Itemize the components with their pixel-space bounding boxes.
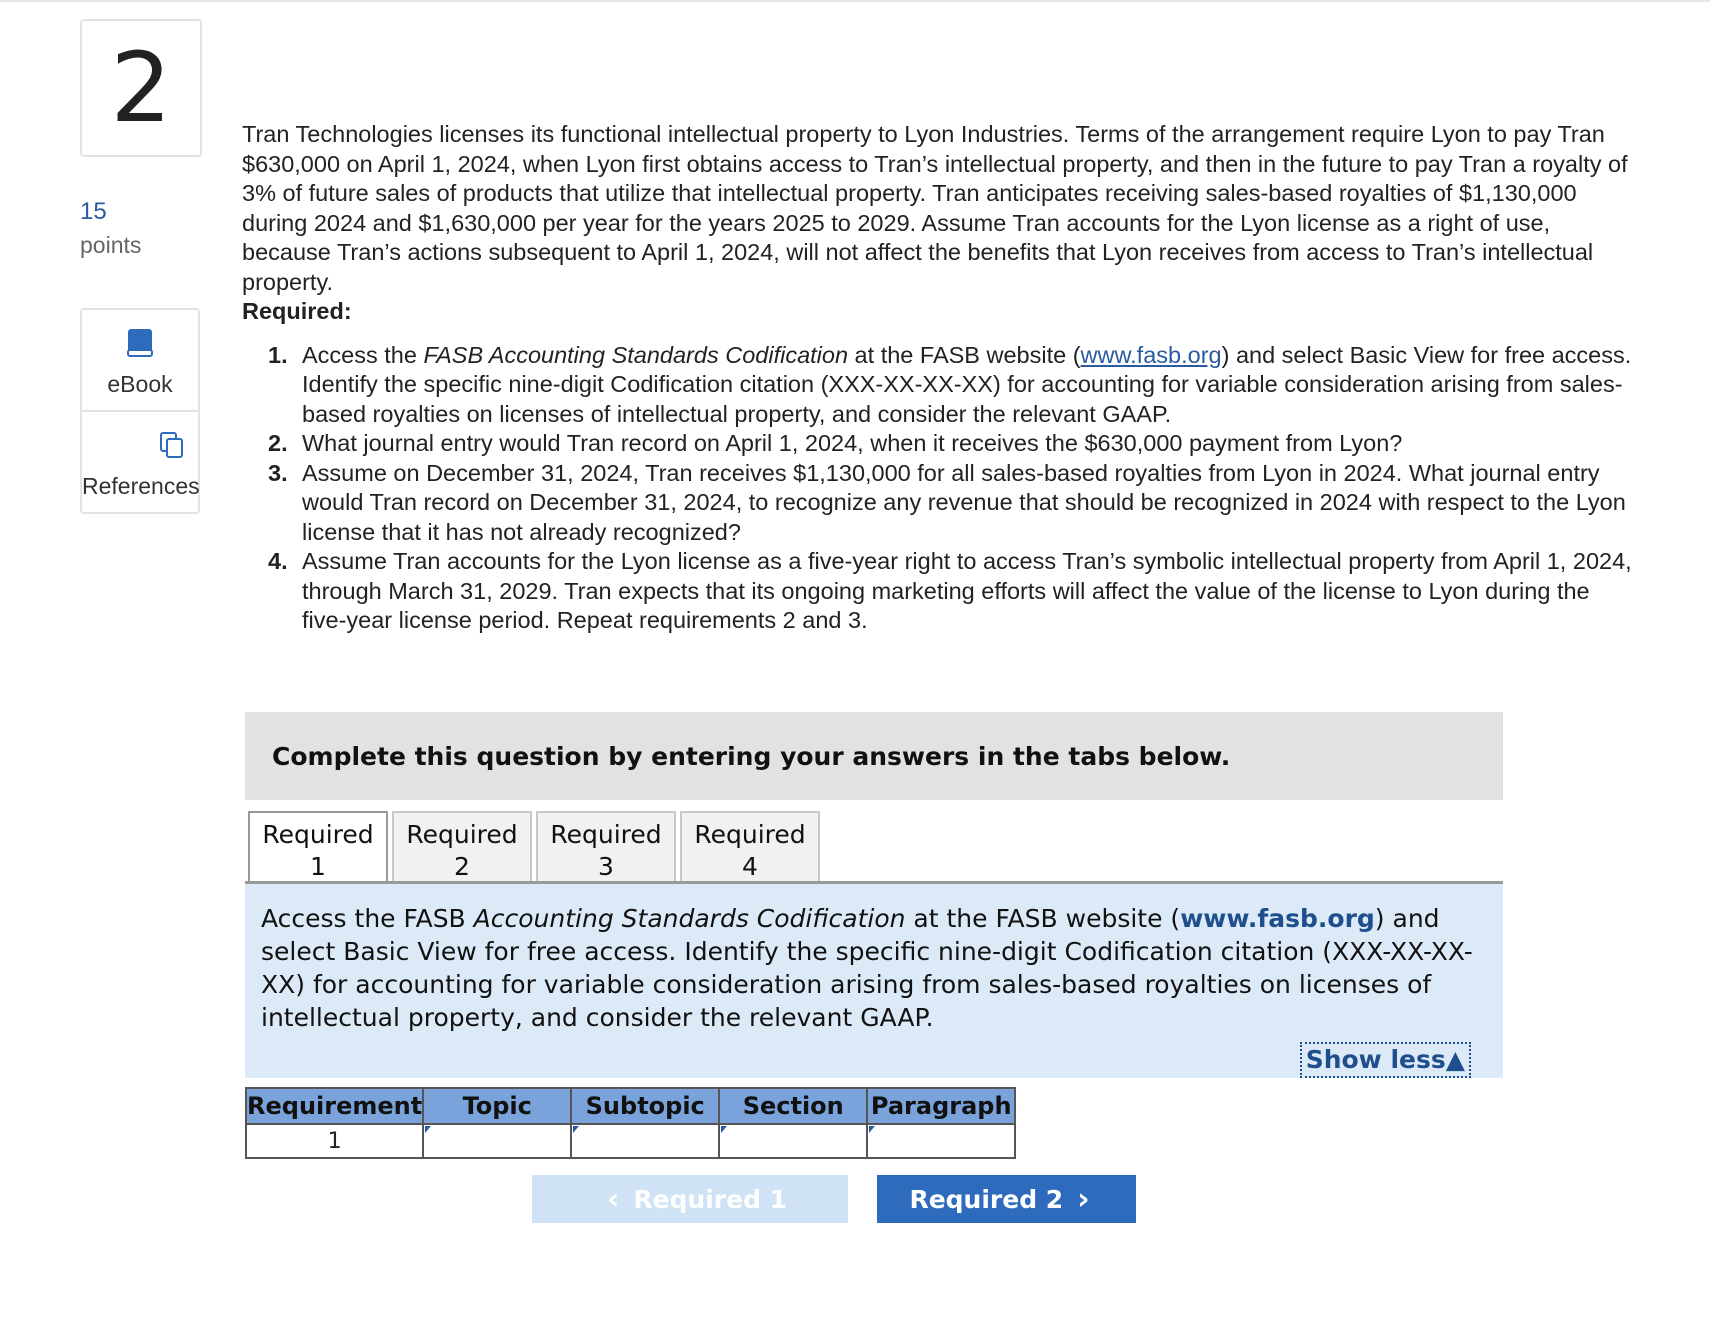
section-input[interactable] (719, 1124, 867, 1158)
tab-label: Required (550, 820, 662, 849)
requirement-number: 2. (268, 430, 288, 456)
header-section: Section (719, 1088, 867, 1124)
panel-fasb-link[interactable]: www.fasb.org (1180, 904, 1375, 933)
requirement-text: ) and select Basic View for free access. Identify the specific nine-digit Codification citation (XXX-XX-XX-XX) for accounting for variable consideration arising from sales-based royalties on licenses of intellectual property, and consider the relevant GAAP. (302, 341, 1632, 427)
requirement-number: 1. (268, 341, 288, 368)
codification-title: FASB Accounting Standards Codification (423, 341, 849, 368)
top-divider (0, 0, 1710, 2)
tab-required-2[interactable] (392, 811, 532, 883)
tab-required-4[interactable] (680, 811, 820, 883)
prev-required-button[interactable] (532, 1175, 848, 1223)
references-label: References (82, 473, 200, 499)
requirement-number: 4. (268, 548, 288, 574)
show-less-label: Show less (1305, 1045, 1446, 1074)
tab-required-1[interactable] (248, 811, 388, 883)
requirement-item (242, 429, 1632, 459)
paragraph-input[interactable] (867, 1124, 1015, 1158)
triangle-up-icon: ▲ (1445, 1045, 1465, 1074)
tools-panel (80, 308, 200, 514)
requirement-item (242, 341, 1632, 430)
header-topic: Topic (423, 1088, 571, 1124)
tab-label: Required (694, 820, 806, 849)
cell-requirement: 1 (246, 1124, 423, 1158)
references-button[interactable] (82, 430, 222, 500)
fasb-link[interactable]: www.fasb.org (1080, 341, 1222, 368)
copy-icon (157, 430, 187, 460)
points-value: 15 (80, 198, 107, 225)
requirement-text: Assume on December 31, 2024, Tran receives $1,130,000 for all sales-based royalties from Lyon in 2024. What journal entry would Tran record on December 31, 2024, to recognize any revenue that should be recognized in 2024 with respect to the Lyon license that it has not already recognized? (302, 459, 1626, 545)
requirements-list (242, 341, 1632, 636)
tab-number: 3 (598, 852, 614, 881)
panel-text: Access the FASB (261, 904, 474, 933)
tab-panel (245, 884, 1503, 1078)
tools-divider (82, 410, 198, 412)
panel-text: at the FASB website ( (905, 904, 1181, 933)
requirement-number: 3. (268, 459, 288, 486)
header-requirement: Requirement (246, 1088, 423, 1124)
tab-number: 4 (742, 852, 758, 881)
book-icon (126, 328, 154, 358)
question-number: 2 (80, 19, 202, 157)
table-row (246, 1124, 1015, 1158)
next-label: Required 2 (909, 1184, 1064, 1214)
tab-number: 1 (310, 852, 326, 881)
requirement-text: at the FASB website ( (848, 341, 1081, 368)
requirement-item (242, 547, 1632, 636)
requirement-text: What journal entry would Tran record on April 1, 2024, when it receives the $630,000 payment from Lyon? (302, 430, 1403, 456)
ebook-button[interactable] (82, 328, 198, 398)
citation-table (245, 1087, 1016, 1159)
prev-label: Required 1 (633, 1184, 788, 1214)
required-heading: Required: (242, 298, 352, 324)
header-subtopic: Subtopic (571, 1088, 719, 1124)
table-header-row (246, 1088, 1015, 1124)
show-less-button[interactable] (1300, 1042, 1471, 1078)
chevron-right-icon: › (1077, 1181, 1090, 1217)
tab-label: Required (262, 820, 374, 849)
instruction-banner: Complete this question by entering your answers in the tabs below. (245, 712, 1503, 800)
chevron-left-icon: ‹ (606, 1181, 620, 1217)
requirement-text: Access the (302, 341, 424, 368)
header-paragraph: Paragraph (867, 1088, 1015, 1124)
panel-text: ) and select Basic View for free access. Identify the specific nine-digit Codification citation (XXX-XX-XX-XX) for accounting for variable consideration arising from sales-based royalties on licenses of intellectual property, and consider the relevant GAAP. (261, 904, 1473, 1032)
tab-required-3[interactable] (536, 811, 676, 883)
points-label: points (80, 232, 142, 258)
next-required-button[interactable] (877, 1175, 1136, 1223)
topic-input[interactable] (423, 1124, 571, 1158)
requirement-text: Assume Tran accounts for the Lyon license as a five-year right to access Tran’s symbolic intellectual property from April 1, 2024, through March 31, 2029. Tran expects that its ongoing marketing efforts will affect the value of the license to Lyon during the five-year license period. Repeat requirements 2 and 3. (302, 548, 1632, 633)
problem-text (242, 120, 1632, 636)
subtopic-input[interactable] (571, 1124, 719, 1158)
panel-codification-title: Accounting Standards Codification (473, 904, 906, 933)
problem-intro: Tran Technologies licenses its functional intellectual property to Lyon Industries. Terms of the arrangement require Lyon to pay Tran $630,000 on April 1, 2024, when Lyon first obtains access to Tran’s intellectual property, and then in the future to pay Tran a royalty of 3% of future sales of products that utilize that intellectual property. Tran anticipates receiving sales-based royalties of $1,130,000 during 2024 and $1,630,000 per year for the years 2025 to 2029. Assume Tran accounts for the Lyon license as a right of use, because Tran’s actions subsequent to April 1, 2024, will not affect the benefits that Lyon receives from access to Tran’s intellectual property. (242, 121, 1628, 295)
ebook-label: eBook (107, 371, 173, 397)
tab-label: Required (406, 820, 518, 849)
requirement-item (242, 459, 1632, 548)
tab-number: 2 (454, 852, 470, 881)
